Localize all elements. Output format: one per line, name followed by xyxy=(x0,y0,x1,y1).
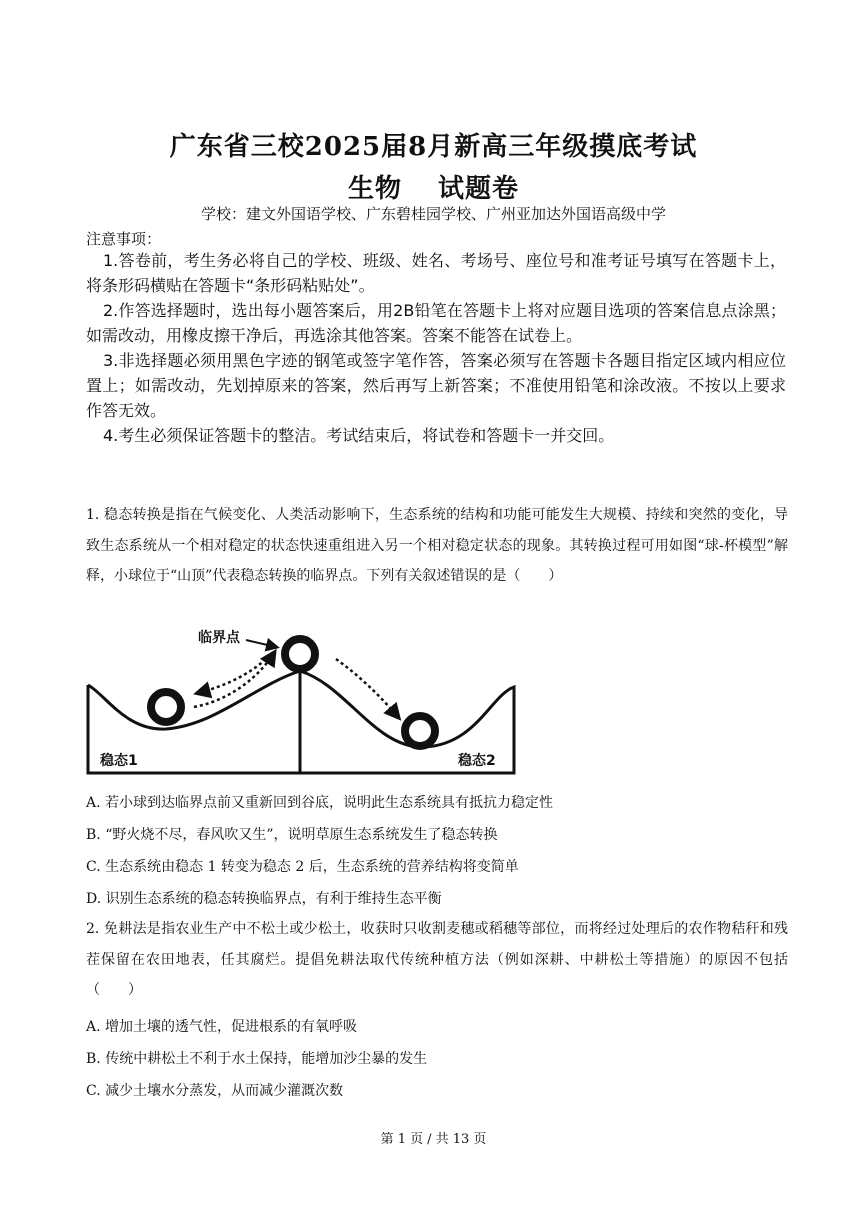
question-2-stem: 2. 免耕法是指农业生产中不松土或少松土，收获时只收割麦穗或稻穗等部位，而将经过处理后的农作物秸秆和残茬保留在农田地表，任其腐烂。提倡免耕法取代传统种植方法（例如深耕、中耕松土等措施）的原因不包括（ ） xyxy=(86,921,788,998)
arrow-back-to-valley xyxy=(198,659,266,693)
ball-state1 xyxy=(151,692,181,722)
question-2-option-b: B. 传统中耕松土不利于水土保持，能增加沙尘暴的发生 xyxy=(86,1051,428,1067)
question-2-option-c: C. 减少土壤水分蒸发，从而减少灌溉次数 xyxy=(86,1083,344,1099)
label-state2: 稳态2 xyxy=(458,753,496,769)
school-list: 学校：建文外国语学校、广东碧桂园学校、广州亚加达外国语高级中学 xyxy=(200,205,666,223)
question-1-option-a: A. 若小球到达临界点前又重新回到谷底，说明此生态系统具有抵抗力稳定性 xyxy=(86,795,554,811)
question-1-option-b: B. “野火烧不尽，春风吹又生”，说明草原生态系统发生了稳态转换 xyxy=(86,827,498,843)
page-separator: / xyxy=(427,1132,432,1147)
subject-title xyxy=(0,168,867,205)
question-2-option-a: A. 增加土壤的透气性，促进根系的有氧呼吸 xyxy=(86,1019,358,1035)
note-item: 4.考生必须保证答题卡的整洁。考试结束后，将试卷和答题卡一并交回。 xyxy=(103,426,615,445)
question-1-option-c: C. 生态系统由稳态 1 转变为稳态 2 后，生态系统的营养结构将变简单 xyxy=(86,859,519,875)
label-state1: 稳态1 xyxy=(100,753,138,769)
page-number: 第 1 页 xyxy=(380,1132,424,1147)
page-footer xyxy=(0,1128,867,1147)
page-total: 共 13 页 xyxy=(435,1132,487,1147)
arrow-to-state2 xyxy=(336,659,398,717)
note-item: 1.答卷前，考生务必将自己的学校、班级、姓名、考场号、座位号和准考证号填写在答题卡上，将条形码横贴在答题卡“条形码粘贴处”。 xyxy=(86,251,786,295)
notes-heading: 注意事项： xyxy=(86,230,162,248)
label-critical-point: 临界点 xyxy=(198,630,240,646)
paper-type: 试题卷 xyxy=(438,174,520,204)
ball-critical xyxy=(285,639,315,669)
question-1-stem: 1. 稳态转换是指在气候变化、人类活动影响下，生态系统的结构和功能可能发生大规模、持续和突然的变化，导致生态系统从一个相对稳定的状态快速重组进入另一个相对稳定状态的现象。其转换过程可用如图“球-杯模型”解释，小球位于“山顶”代表稳态转换的临界点。下列有关叙述错误的是（ ） xyxy=(86,507,788,584)
ball-state2 xyxy=(405,716,435,746)
ball-cup-model-figure xyxy=(86,625,516,775)
arrow-label-pointer xyxy=(246,640,276,647)
exam-title: 广东省三校2025届8月新高三年级摸底考试 xyxy=(169,132,698,162)
note-item: 3.非选择题必须用黑色字迹的钢笔或签字笔作答，答案必须写在答题卡各题目指定区域内相应位置上；如需改动，先划掉原来的答案，然后再写上新答案；不准使用铅笔和涂改液。不按以上要求作答无效。 xyxy=(86,351,786,420)
subject-name: 生物 xyxy=(347,174,402,204)
notes-list xyxy=(86,248,786,448)
question-1-option-d: D. 识别生态系统的稳态转换临界点，有利于维持生态平衡 xyxy=(86,891,442,907)
note-item: 2.作答选择题时，选出每小题答案后，用2B铅笔在答题卡上将对应题目选项的答案信息点涂黑；如需改动，用橡皮擦干净后，再选涂其他答案。答案不能答在试卷上。 xyxy=(86,301,786,345)
